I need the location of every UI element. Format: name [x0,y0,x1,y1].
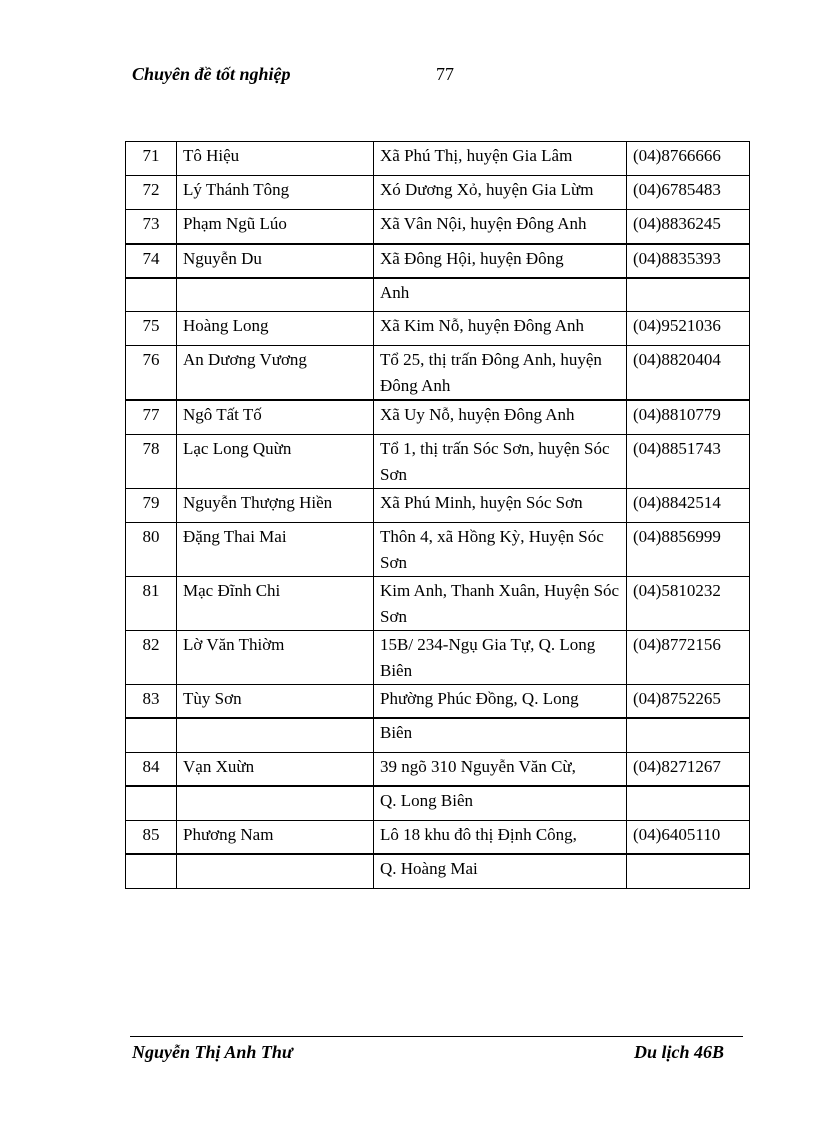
name-cell: An Dương Vương [177,346,374,401]
address-cell: Q. Hoàng Mai [374,854,627,888]
header-title: Chuyên đề tốt nghiệp [132,64,291,84]
address-cell: Xó Dương Xỏ, huyện Gia Lừm [374,176,627,210]
phone-cell [627,718,750,752]
phone-cell [627,854,750,888]
phone-cell: (04)8752265 [627,684,750,718]
table-row [126,244,750,278]
footer-author: Nguyễn Thị Anh Thư [132,1042,293,1062]
address-cell: Xã Đông Hội, huyện Đông [374,244,627,278]
address-cell: Anh [374,278,627,312]
table-row [126,210,750,244]
table-row [126,312,750,346]
phone-cell: (04)8820404 [627,346,750,401]
address-cell: 15B/ 234-Ngụ Gia Tự, Q. Long Biên [374,630,627,684]
table-row [126,400,750,434]
address-cell: Kim Anh, Thanh Xuân, Huyện Sóc Sơn [374,576,627,630]
name-cell [177,718,374,752]
name-cell: Lý Thánh Tông [177,176,374,210]
row-number: 78 [126,434,177,488]
name-cell: Tô Hiệu [177,142,374,176]
address-cell: Lô 18 khu đô thị Định Công, [374,820,627,854]
address-cell: Tổ 25, thị trấn Đông Anh, huyện Đông Anh [374,346,627,401]
name-cell: Nguyễn Du [177,244,374,278]
row-number: 77 [126,400,177,434]
row-number [126,854,177,888]
name-cell: Nguyễn Thượng Hiền [177,488,374,522]
phone-cell: (04)8271267 [627,752,750,786]
table-row [126,142,750,176]
name-cell: Phương Nam [177,820,374,854]
row-number: 81 [126,576,177,630]
name-cell [177,854,374,888]
row-number [126,786,177,820]
row-number: 85 [126,820,177,854]
name-cell: Lờ Văn Thiờm [177,630,374,684]
table-row [126,278,750,312]
row-number: 73 [126,210,177,244]
phone-cell [627,278,750,312]
name-cell: Hoàng Long [177,312,374,346]
address-table-body [126,142,750,889]
address-cell: Thôn 4, xã Hồng Kỳ, Huyện Sóc Sơn [374,522,627,576]
row-number: 83 [126,684,177,718]
name-cell: Vạn Xuừn [177,752,374,786]
row-number [126,278,177,312]
name-cell: Phạm Ngũ Lúo [177,210,374,244]
phone-cell: (04)8836245 [627,210,750,244]
address-cell: Xã Phú Minh, huyện Sóc Sơn [374,488,627,522]
table-row [126,176,750,210]
address-cell: Q. Long Biên [374,786,627,820]
name-cell [177,786,374,820]
phone-cell: (04)5810232 [627,576,750,630]
address-table [125,141,750,889]
row-number: 80 [126,522,177,576]
name-cell: Ngô Tất Tố [177,400,374,434]
page-number: 77 [436,64,454,84]
address-cell: 39 ngõ 310 Nguyễn Văn Cừ, [374,752,627,786]
address-cell: Tổ 1, thị trấn Sóc Sơn, huyện Sóc Sơn [374,434,627,488]
footer-rule [130,1036,743,1037]
table-row [126,434,750,488]
table-row [126,630,750,684]
table-row [126,786,750,820]
row-number: 82 [126,630,177,684]
phone-cell: (04)8835393 [627,244,750,278]
phone-cell [627,786,750,820]
table-row [126,576,750,630]
table-row [126,820,750,854]
address-cell: Xã Uy Nỗ, huyện Đông Anh [374,400,627,434]
address-cell: Phường Phúc Đồng, Q. Long [374,684,627,718]
phone-cell: (04)9521036 [627,312,750,346]
row-number: 71 [126,142,177,176]
row-number: 84 [126,752,177,786]
row-number: 75 [126,312,177,346]
table-row [126,488,750,522]
address-cell: Xã Vân Nội, huyện Đông Anh [374,210,627,244]
phone-cell: (04)8772156 [627,630,750,684]
phone-cell: (04)6405110 [627,820,750,854]
table-row [126,854,750,888]
name-cell: Mạc Đĩnh Chi [177,576,374,630]
phone-cell: (04)6785483 [627,176,750,210]
footer-class: Du lịch 46B [633,1042,724,1062]
name-cell: Lạc Long Quừn [177,434,374,488]
row-number [126,718,177,752]
row-number: 72 [126,176,177,210]
phone-cell: (04)8810779 [627,400,750,434]
address-cell: Biên [374,718,627,752]
row-number: 74 [126,244,177,278]
table-row [126,522,750,576]
name-cell: Tùy Sơn [177,684,374,718]
name-cell [177,278,374,312]
address-cell: Xã Phú Thị, huyện Gia Lâm [374,142,627,176]
phone-cell: (04)8851743 [627,434,750,488]
phone-cell: (04)8856999 [627,522,750,576]
table-row [126,684,750,718]
table-row [126,718,750,752]
row-number: 79 [126,488,177,522]
table-row [126,346,750,401]
table-row [126,752,750,786]
address-cell: Xã Kim Nỗ, huyện Đông Anh [374,312,627,346]
name-cell: Đặng Thai Mai [177,522,374,576]
row-number: 76 [126,346,177,401]
phone-cell: (04)8842514 [627,488,750,522]
phone-cell: (04)8766666 [627,142,750,176]
